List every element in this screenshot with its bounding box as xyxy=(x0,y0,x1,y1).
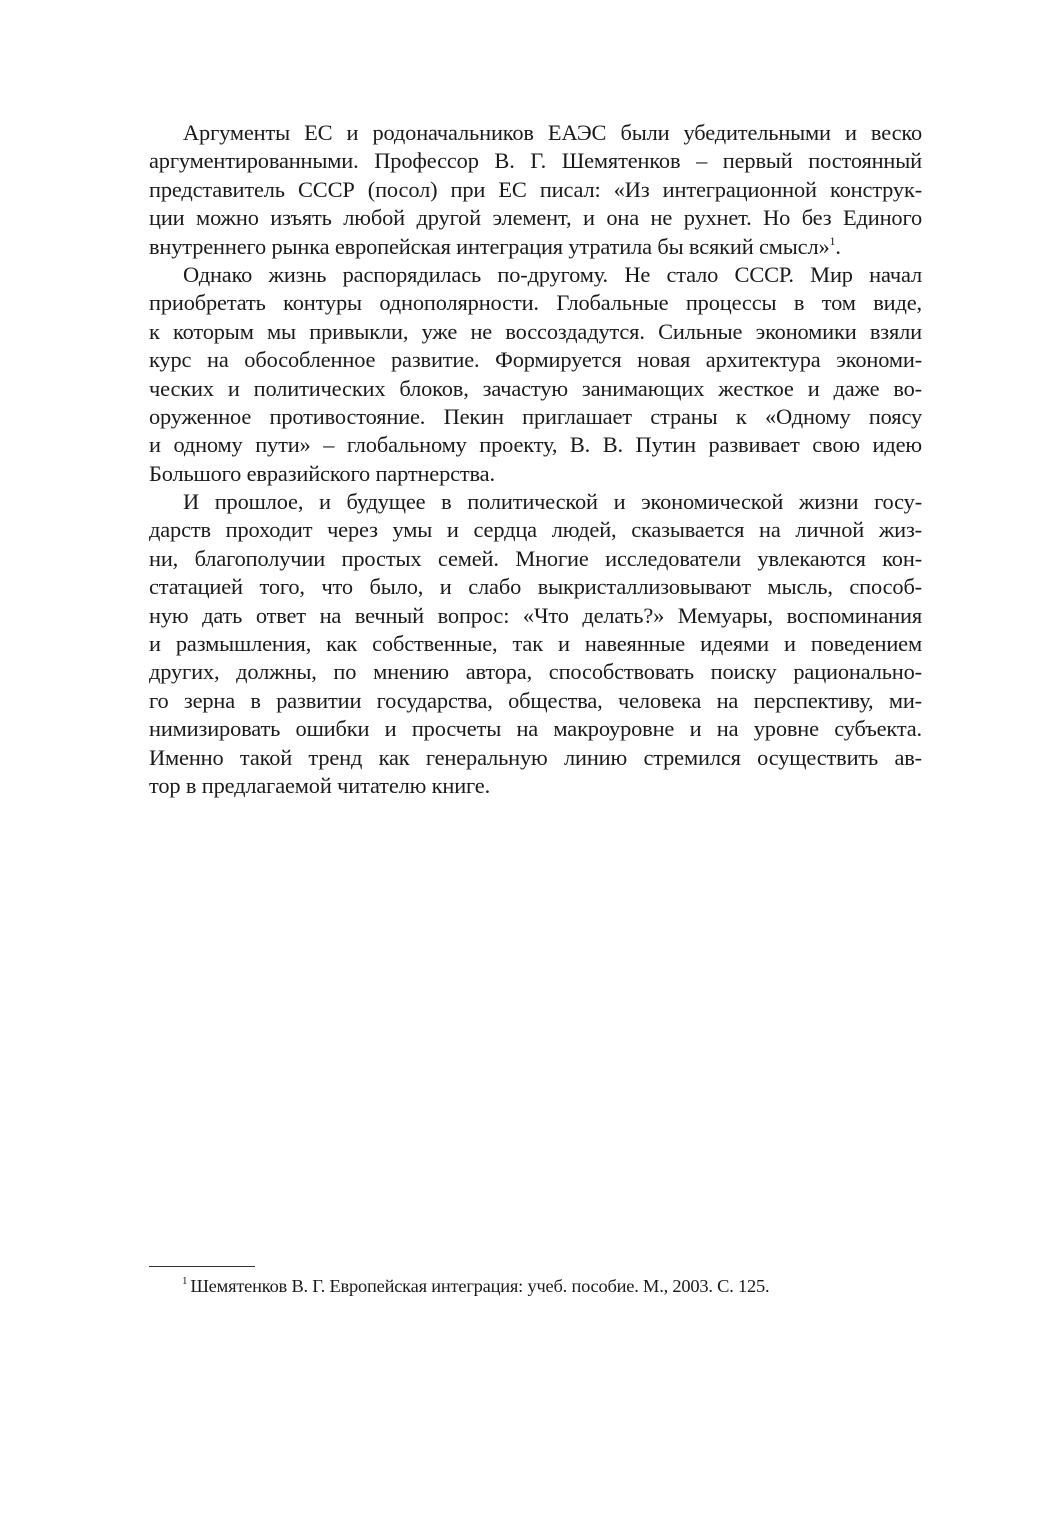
paragraph-2-line-1: Однако жизнь распорядилась по-другому. Не стало СССР. Мир начал xyxy=(183,261,922,287)
footnote-reference[interactable]: 1 xyxy=(829,233,836,248)
paragraph-2-line-2: приобретать контуры однополярности. Глобальные процессы в том виде, xyxy=(149,290,922,316)
paragraph-3-line-8: го зерна в развитии государства, общества, человека на перспективу, ми- xyxy=(149,687,922,713)
paragraph-3-line-7: других, должны, по мнению автора, способствовать поиску рационально- xyxy=(149,659,922,685)
paragraph-2-line-8: Большого евразийского партнерства. xyxy=(149,460,495,486)
paragraph-2-line-5: ческих и политических блоков, зачастую занимающих жесткое и даже во- xyxy=(149,375,922,401)
footnote-number: 1 xyxy=(182,1275,188,1287)
paragraph-2-line-4: курс на обособленное развитие. Формируется новая архитектура экономи- xyxy=(149,347,922,373)
paragraph-3-line-1: И прошлое, и будущее в политической и экономической жизни госу- xyxy=(183,489,922,515)
footnote-text: Шемятенков В. Г. Европейская интеграция: учеб. пособие. М., 2003. С. 125. xyxy=(190,1276,770,1296)
paragraph-3-line-4: статацией того, что было, и слабо выкристаллизовывают мысль, способ- xyxy=(149,574,922,600)
footnote xyxy=(182,1274,769,1298)
paragraph-2-line-7: и одному пути» – глобальному проекту, В. В. Путин развивает свою идею xyxy=(149,432,922,458)
paragraph-1-line-5 xyxy=(149,233,922,261)
body-text xyxy=(149,119,922,800)
paragraph-1-tail: . xyxy=(835,233,841,259)
paragraph-3-line-9: нимизировать ошибки и просчеты на макроуровне и на уровне субъекта. xyxy=(149,716,922,742)
paragraph-1-line-3: представитель СССР (посол) при ЕС писал: «Из интеграционной конструк- xyxy=(149,176,922,202)
paragraph-3-line-10: Именно такой тренд как генеральную линию стремился осуществить ав- xyxy=(149,744,922,770)
paragraph-3-line-3: ни, благополучии простых семей. Многие исследователи увлекаются кон- xyxy=(149,545,922,571)
paragraph-2-line-3: к которым мы привыкли, уже не воссоздадутся. Сильные экономики взяли xyxy=(149,318,922,344)
paragraph-3-line-11: тор в предлагаемой читателю книге. xyxy=(149,772,491,798)
paragraph-1-line-2: аргументированными. Профессор В. Г. Шемятенков – первый постоянный xyxy=(149,148,922,174)
paragraph-3-line-6: и размышления, как собственные, так и навеянные идеями и поведением xyxy=(149,631,922,657)
paragraph-2-line-6: оруженное противостояние. Пекин приглашает страны к «Одному поясу xyxy=(149,403,922,429)
paragraph-3-line-5: ную дать ответ на вечный вопрос: «Что делать?» Мемуары, воспоминания xyxy=(149,602,922,628)
paragraph-1-line-4: ции можно изъять любой другой элемент, и она не рухнет. Но без Единого xyxy=(149,205,922,231)
paragraph-1-line-5-text: внутреннего рынка европейская интеграция утратила бы всякий смысл» xyxy=(149,233,830,259)
paragraph-3-line-2: дарств проходит через умы и сердца людей, сказывается на личной жиз- xyxy=(149,517,922,543)
footnote-separator xyxy=(149,1266,255,1267)
paragraph-1-line-1: Аргументы ЕС и родоначальников ЕАЭС были убедительными и веско xyxy=(183,120,922,145)
